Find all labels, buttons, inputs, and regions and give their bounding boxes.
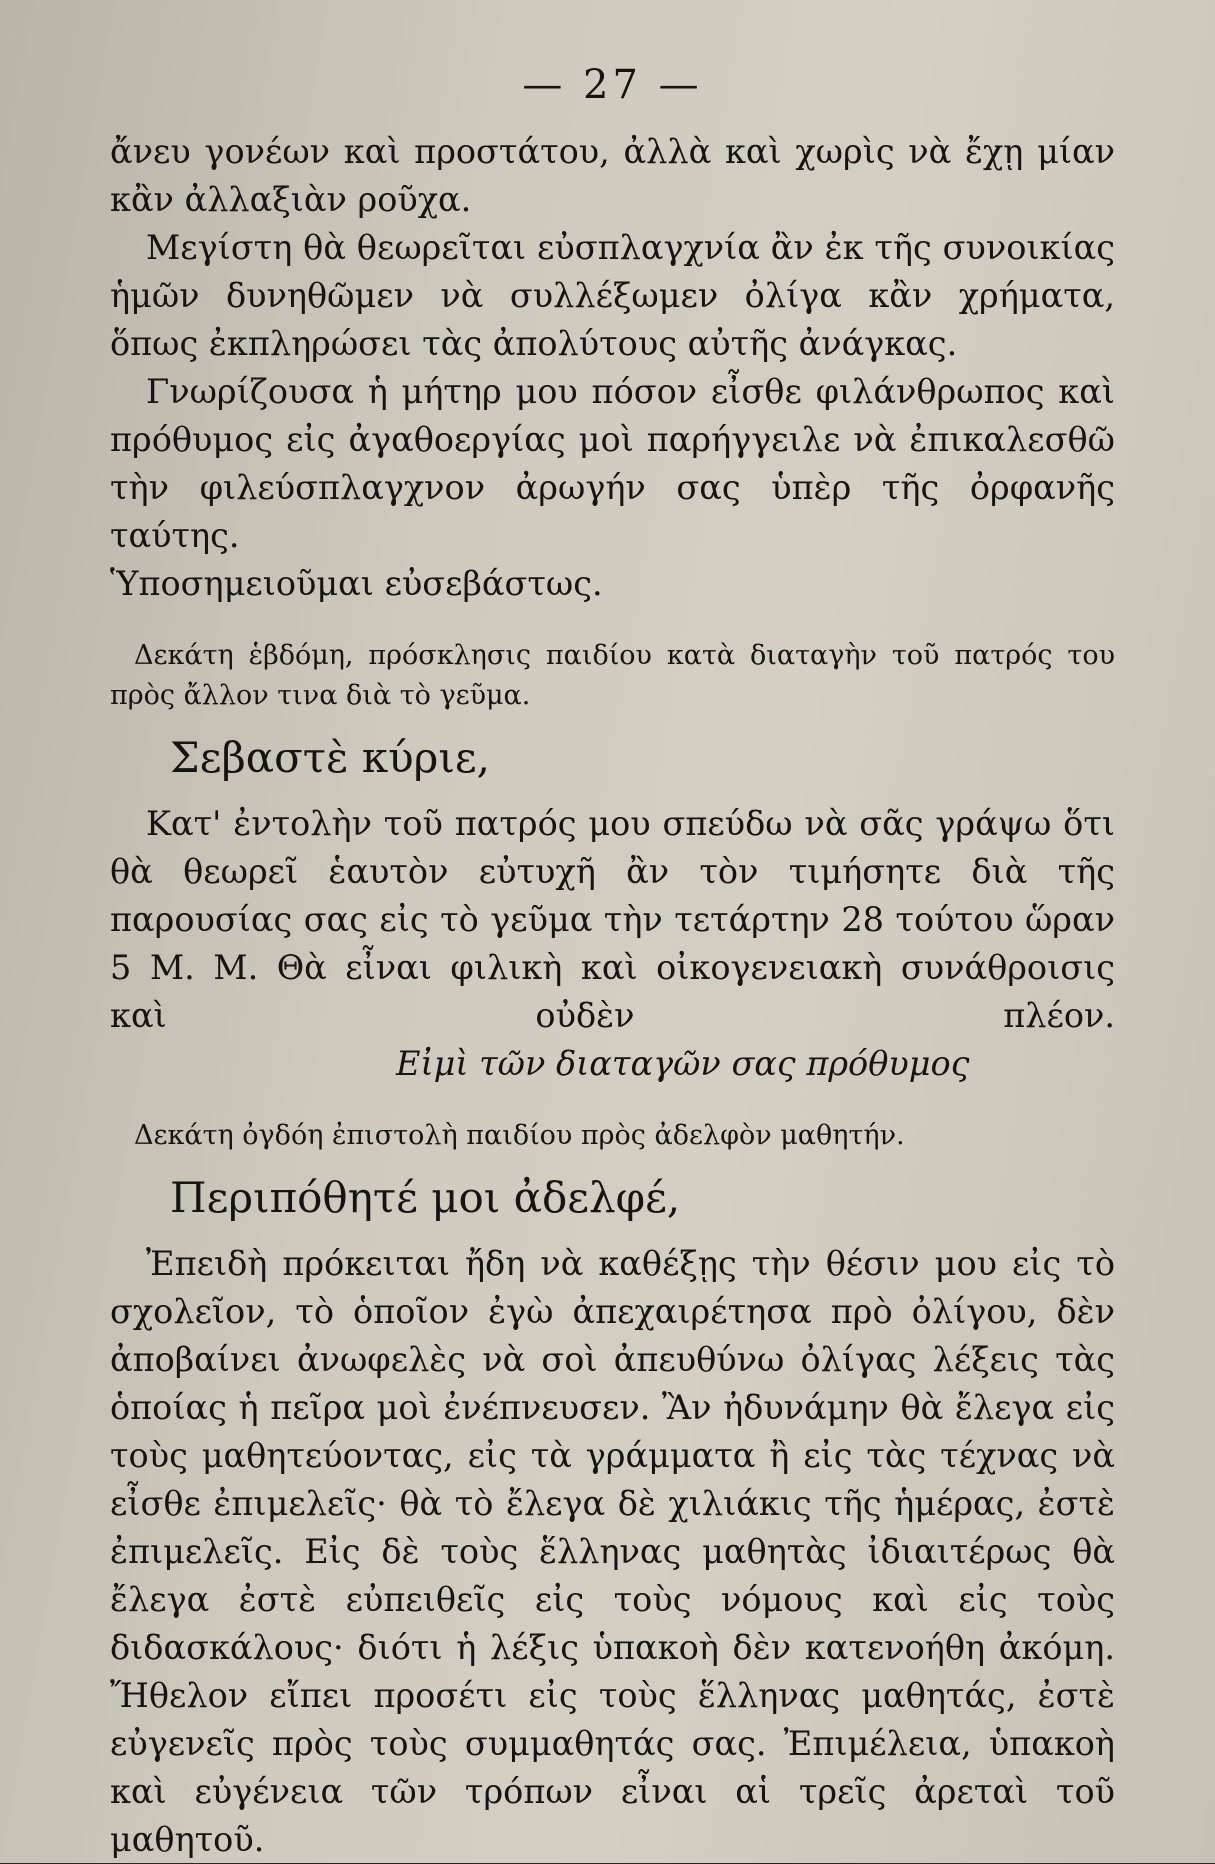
letter-18-salutation: Περιπόθητέ μοι ἀδελφέ, (170, 1173, 681, 1222)
letter-18-body: Ἐπειδὴ πρόκειται ἤδη νὰ καθέξῃς τὴν θέσιν μου εἰς τὸ σχολεῖον, τὸ ὁποῖον ἐγὼ ἀπεχαιρέτησα πρὸ ὀλίγου, δὲν ἀποβαίνει ἀνωφελὲς νὰ σοὶ ἀπευθύνω ὀλίγας λέξεις τὰς ὁποίας ἡ πεῖρα μοὶ ἐνέπνευσεν. Ἂν ἠδυνάμην θὰ ἔλεγα εἰς τοὺς μαθητεύοντας, εἰς τὰ γράμματα ἢ εἰς τὰς τέχνας νὰ εἶσθε ἐπιμελεῖς· θὰ τὸ ἔλεγα δὲ χιλιάκις τῆς ἡμέρας, ἐστὲ ἐπιμελεῖς. Εἰς δὲ τοὺς ἕλληνας μαθητὰς ἰδιαιτέρως θὰ ἔλεγα ἐστὲ εὐπειθεῖς εἰς τοὺς νόμους καὶ εἰς τοὺς διδασκάλους· διότι ἡ λέξις ὑπακοὴ δὲν κατενοήθη ἀκόμη. Ἤθελον εἴπει προσέτι εἰς τοὺς ἕλληνας μαθητάς, ἐστὲ εὐγενεῖς πρὸς τοὺς συμμαθητάς σας. Ἐπιμέλεια, ὑπακοὴ καὶ εὐγένεια τῶν τρόπων εἶναι αἱ τρεῖς ἀρεταὶ τοῦ μαθητοῦ. (110, 1244, 1115, 1859)
letter-17-signoff: Εἰμὶ τῶν διαταγῶν σας πρόθυμος (396, 1044, 970, 1083)
paragraph-2: Μεγίστη θὰ θεωρεῖται εὐσπλαγχνία ἂν ἐκ τῆς συνοικίας ἡμῶν δυνηθῶμεν νὰ συλλέξωμεν ὀλίγα κἂν χρήματα, ὅπως ἐκπληρώσει τὰς ἀπολύτους αὐτῆς ἀνάγκας. (110, 228, 1115, 363)
page-number: — 27 — (522, 62, 703, 108)
letter-18-caption: Δεκάτη ὀγδόη ἐπιστολὴ παιδίου πρὸς ἀδελφὸν μαθητήν. (134, 1120, 905, 1151)
letter-17-caption: Δεκάτη ἑβδόμη, πρόσκλησις παιδίου κατὰ διαταγὴν τοῦ πατρός του πρὸς ἄλλον τινα διὰ τὸ γεῦμα. (110, 640, 1115, 711)
letter-17-salutation: Σεβαστὲ κύριε, (170, 733, 490, 782)
paragraph-3: Γνωρίζουσα ἡ μήτηρ μου πόσον εἶσθε φιλάνθρωπος καὶ πρόθυμος εἰς ἀγαθοεργίας μοὶ παρήγγειλε νὰ ἐπικαλεσθῶ τὴν φιλεύσπλαγχνον ἀρωγήν σας ὑπὲρ τῆς ὀρφανῆς ταύτης. (110, 372, 1115, 555)
paragraph-1: ἄνευ γονέων καὶ προστάτου, ἀλλὰ καὶ χωρὶς νὰ ἔχῃ μίαν κἂν ἀλλαξιὰν ροῦχα. (110, 132, 1115, 219)
letter-17-text: Κατ' ἐντολὴν τοῦ πατρός μου σπεύδω νὰ σᾶς γράψω ὅτι θὰ θεωρεῖ ἑαυτὸν εὐτυχῆ ἂν τὸν τιμήσητε διὰ τῆς παρουσίας σας εἰς τὸ γεῦμα τὴν τετάρτην 28 τούτου ὥραν 5 Μ. Μ. Θὰ εἶναι φιλικὴ καὶ οἰκογενειακὴ συνάθροισις καὶ οὐδὲν πλέον. (110, 804, 1115, 1035)
paragraph-4: Ὑποσημειοῦμαι εὐσεβάστως. (110, 564, 603, 603)
page-body (110, 128, 1115, 1864)
letter-17-body (110, 800, 1115, 1088)
